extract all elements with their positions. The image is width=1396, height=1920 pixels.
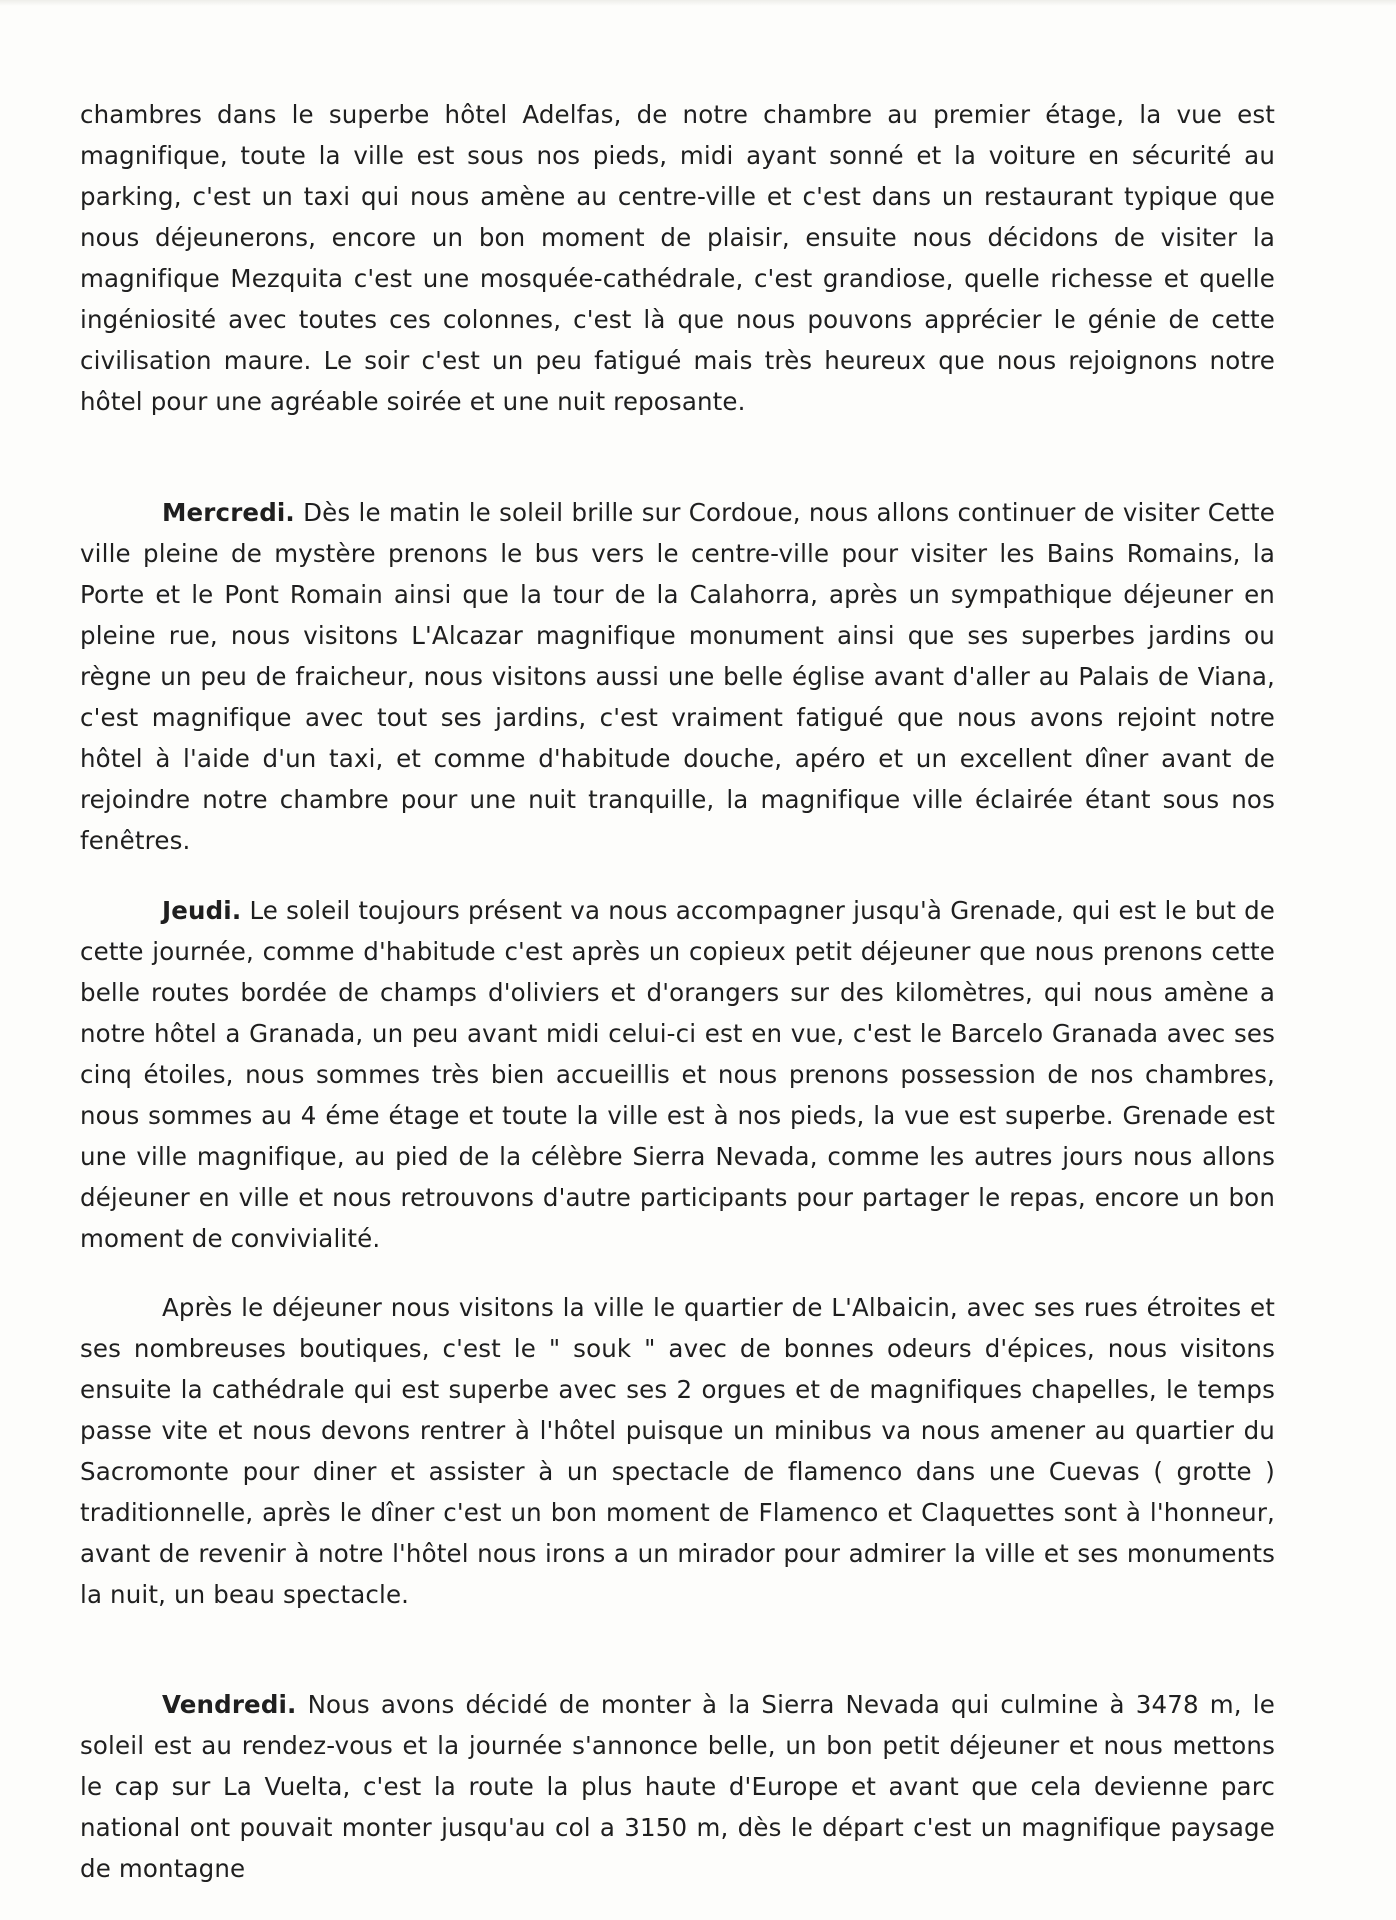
paragraph-jeudi-2-text: Après le déjeuner nous visitons la ville le quartier de L'Albaicin, avec ses rues étroites et ses nombreuses boutiques, c'est le " souk " avec de bonnes odeurs d'épices, nous visitons ensuite la cathédrale qui est superbe avec ses 2 orgues et de magnifiques chapelles, le temps passe vite et nous devons rentrer à l'hôtel puisque un minibus va nous amener au quartier du Sacromonte pour diner et assister à un spectacle de flamenco dans une Cuevas ( grotte ) traditionnelle, après le dîner c'est un bon moment de Flamenco et Claquettes sont à l'honneur, avant de revenir à notre l'hôtel nous irons a un mirador pour admirer la ville et ses monuments la nuit, un beau spectacle. bbox=[80, 1293, 1275, 1609]
paragraph-mercredi-text: Dès le matin le soleil brille sur Cordoue, nous allons continuer de visiter Cette ville pleine de mystère prenons le bus vers le centre-ville pour visiter les Bains Romains, la Porte et le Pont Romain ainsi que la tour de la Calahorra, après un sympathique déjeuner en pleine rue, nous visitons L'Alcazar magnifique monument ainsi que ses superbes jardins ou règne un peu de fraicheur, nous visitons aussi une belle église avant d'aller au Palais de Viana, c'est magnifique avec tout ses jardins, c'est vraiment fatigué que nous avons rejoint notre hôtel à l'aide d'un taxi, et comme d'habitude douche, apéro et un excellent dîner avant de rejoindre notre chambre pour une nuit tranquille, la magnifique ville éclairée étant sous nos fenêtres. bbox=[80, 498, 1275, 855]
paragraph-mercredi-body bbox=[80, 492, 1275, 861]
paragraph-vendredi bbox=[80, 1684, 1275, 1889]
paragraph-jeudi-1 bbox=[80, 890, 1275, 1259]
paragraph-mercredi bbox=[80, 492, 1275, 861]
paragraph-jeudi-2 bbox=[80, 1287, 1275, 1615]
paragraph-vendredi-text: Nous avons décidé de monter à la Sierra Nevada qui culmine à 3478 m, le soleil est au rendez-vous et la journée s'annonce belle, un bon petit déjeuner et nous mettons le cap sur La Vuelta, c'est la route la plus haute d'Europe et avant que cela devienne parc national ont pouvait monter jusqu'au col a 3150 m, dès le départ c'est un magnifique paysage de montagne bbox=[80, 1690, 1275, 1883]
paragraph-vendredi-body bbox=[80, 1684, 1275, 1889]
day-heading-mercredi: Mercredi. bbox=[162, 498, 295, 527]
paragraph-jeudi-1-text: Le soleil toujours présent va nous accompagner jusqu'à Grenade, qui est le but de cette journée, comme d'habitude c'est après un copieux petit déjeuner que nous prenons cette belle routes bordée de champs d'oliviers et d'orangers sur des kilomètres, qui nous amène a notre hôtel a Granada, un peu avant midi celui-ci est en vue, c'est le Barcelo Granada avec ses cinq étoiles, nous sommes très bien accueillis et nous prenons possession de nos chambres, nous sommes au 4 éme étage et toute la ville est à nos pieds, la vue est superbe. Grenade est une ville magnifique, au pied de la célèbre Sierra Nevada, comme les autres jours nous allons déjeuner en ville et nous retrouvons d'autre participants pour partager le repas, encore un bon moment de convivialité. bbox=[80, 896, 1275, 1253]
day-heading-vendredi: Vendredi. bbox=[162, 1690, 297, 1719]
paragraph-intro bbox=[80, 94, 1275, 422]
day-heading-jeudi: Jeudi. bbox=[162, 896, 242, 925]
scan-edge bbox=[0, 0, 1396, 6]
paragraph-intro-text: chambres dans le superbe hôtel Adelfas, de notre chambre au premier étage, la vue est magnifique, toute la ville est sous nos pieds, midi ayant sonné et la voiture en sécurité au parking, c'est un taxi qui nous amène au centre-ville et c'est dans un restaurant typique que nous déjeunerons, encore un bon moment de plaisir, ensuite nous décidons de visiter la magnifique Mezquita c'est une mosquée-cathédrale, c'est grandiose, quelle richesse et quelle ingéniosité avec toutes ces colonnes, c'est là que nous pouvons apprécier le génie de cette civilisation maure. Le soir c'est un peu fatigué mais très heureux que nous rejoignons notre hôtel pour une agréable soirée et une nuit reposante. bbox=[80, 100, 1275, 416]
paragraph-jeudi-1-body bbox=[80, 890, 1275, 1259]
